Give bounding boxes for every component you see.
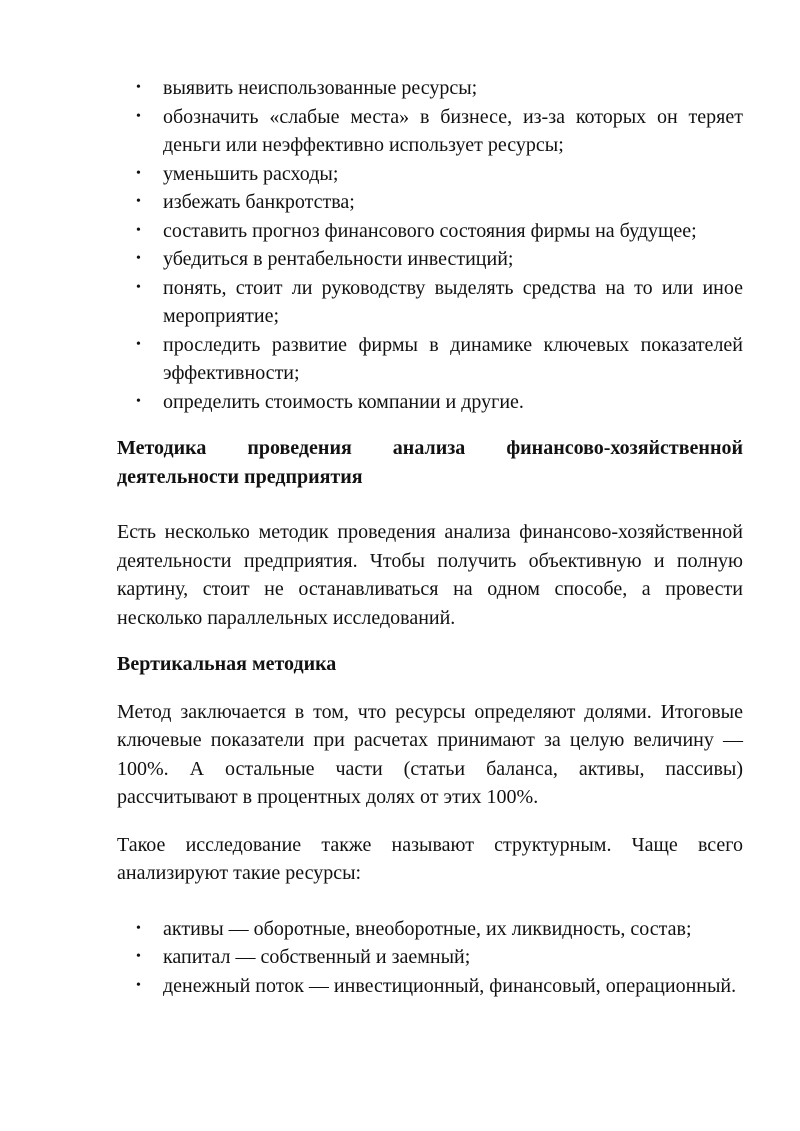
document-page bbox=[117, 74, 743, 1000]
bullet-icon: • bbox=[136, 165, 141, 181]
bullet-icon: • bbox=[136, 977, 141, 993]
bullet-icon: • bbox=[136, 222, 141, 238]
list-item: • убедиться в рентабельности инвестиций; bbox=[117, 245, 743, 274]
goals-list bbox=[117, 74, 743, 416]
bullet-icon: • bbox=[136, 336, 141, 352]
bullet-icon: • bbox=[136, 108, 141, 124]
list-item: • капитал — собственный и заемный; bbox=[117, 943, 743, 972]
bullet-icon: • bbox=[136, 949, 141, 964]
list-item: • определить стоимость компании и другие. bbox=[117, 388, 743, 417]
list-item: • активы — оборотные, внеоборотные, их ликвидность, состав; bbox=[117, 915, 743, 944]
subsection-heading: Вертикальная методика bbox=[117, 653, 337, 675]
bullet-icon: • bbox=[136, 279, 141, 295]
list-item: • составить прогноз финансового состояния фирмы на будущее; bbox=[117, 217, 743, 246]
bullet-icon: • bbox=[136, 194, 141, 209]
list-item: • уменьшить расходы; bbox=[117, 160, 743, 189]
bullet-icon: • bbox=[136, 920, 141, 936]
resources-list bbox=[117, 915, 743, 1001]
list-item: • избежать банкротства; bbox=[117, 188, 743, 217]
bullet-icon: • bbox=[136, 80, 141, 95]
paragraph: Есть несколько методик проведения анализа финансово-хозяйственной деятельности предприятия. Чтобы получить объективную и полную картину, стоит не останавливаться на одном способе, а провести несколько параллельных исследований. bbox=[117, 521, 743, 629]
list-item: • денежный поток — инвестиционный, финансовый, операционный. bbox=[117, 972, 743, 1001]
paragraph: Такое исследование также называют структурным. Чаще всего анализируют такие ресурсы: bbox=[117, 833, 743, 884]
list-item: • выявить неиспользованные ресурсы; bbox=[117, 74, 743, 103]
list-item: • проследить развитие фирмы в динамике ключевых показателей эффективности; bbox=[117, 331, 743, 388]
paragraph: Метод заключается в том, что ресурсы определяют долями. Итоговые ключевые показатели при расчетах принимают за целую величину — 100%. А остальные части (статьи баланса, активы, пассивы) рассчитывают в процентных долях от этих 100%. bbox=[117, 700, 743, 808]
list-item: • понять, стоит ли руководству выделять средства на то или иное мероприятие; bbox=[117, 274, 743, 331]
bullet-icon: • bbox=[136, 393, 141, 409]
bullet-icon: • bbox=[136, 251, 141, 266]
list-item: • обозначить «слабые места» в бизнесе, из-за которых он теряет деньги или неэффективно использует ресурсы; bbox=[117, 103, 743, 160]
section-heading: Методика проведения анализа финансово-хозяйственной деятельности предприятия bbox=[117, 437, 743, 488]
